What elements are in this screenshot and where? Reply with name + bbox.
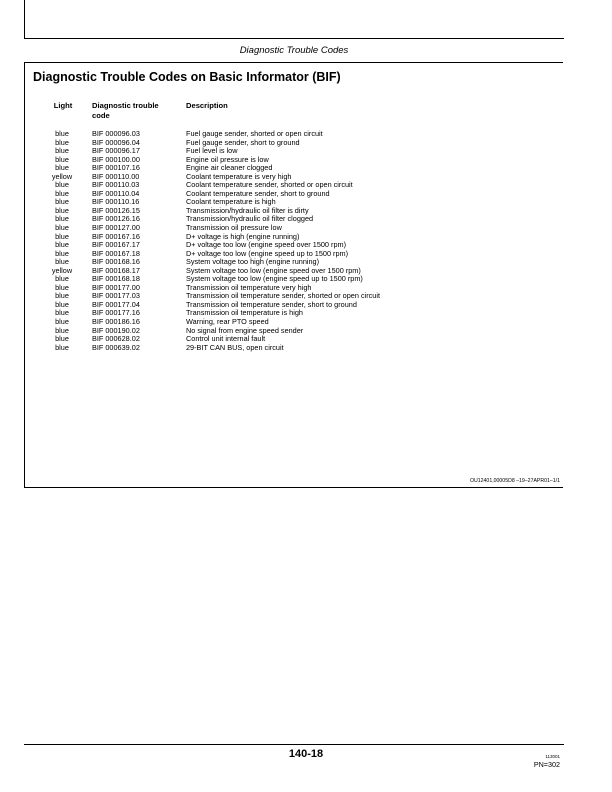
code-cell: BIF 000177.04 bbox=[92, 299, 140, 309]
code-cell: BIF 000167.18 bbox=[92, 248, 140, 258]
description-cell: Control unit internal fault bbox=[186, 334, 266, 344]
code-cell: BIF 000107.16 bbox=[92, 163, 140, 173]
description-cell: Fuel gauge sender, shorted or open circuit bbox=[186, 129, 323, 138]
light-cell: yellow bbox=[51, 265, 73, 275]
light-cell: blue bbox=[55, 282, 69, 292]
light-cell: blue bbox=[55, 129, 69, 138]
description-cell: D+ voltage too low (engine speed up to 1500 rpm) bbox=[186, 248, 349, 258]
header-rule-vertical bbox=[24, 0, 25, 38]
description-cell: Coolant temperature sender, short to ground bbox=[186, 188, 330, 198]
code-cell: BIF 000167.17 bbox=[92, 240, 140, 250]
description-cell: Transmission oil pressure low bbox=[186, 223, 282, 233]
code-cell: BIF 000110.03 bbox=[92, 180, 140, 190]
description-cell: Transmission oil temperature sender, short to ground bbox=[186, 299, 357, 309]
light-cell: blue bbox=[55, 291, 69, 301]
description-cell: Coolant temperature is high bbox=[186, 197, 276, 207]
light-cell: blue bbox=[55, 205, 69, 215]
column-header-description: Description bbox=[186, 101, 228, 110]
light-cell: blue bbox=[55, 248, 69, 258]
description-cell: System voltage too low (engine speed over 1500 rpm) bbox=[186, 265, 361, 275]
running-header: Diagnostic Trouble Codes bbox=[239, 45, 349, 56]
light-cell: blue bbox=[55, 308, 69, 318]
light-cell: blue bbox=[55, 223, 69, 233]
description-cell: D+ voltage is high (engine running) bbox=[186, 231, 300, 241]
code-cell: BIF 000167.16 bbox=[92, 231, 140, 241]
description-cell: System voltage too low (engine speed up to 1500 rpm) bbox=[186, 274, 363, 284]
description-cell: Transmission oil temperature very high bbox=[186, 282, 312, 292]
description-cell: Transmission oil temperature sender, shorted or open circuit bbox=[186, 291, 380, 301]
description-cell: Fuel level is low bbox=[186, 146, 238, 156]
date-code: 113001 bbox=[545, 754, 560, 759]
column-header-code-line2: code bbox=[92, 111, 110, 120]
column-header-light: Light bbox=[53, 101, 73, 110]
light-cell: blue bbox=[55, 257, 69, 267]
description-cell: System voltage too high (engine running) bbox=[186, 257, 320, 267]
light-cell: blue bbox=[55, 146, 69, 156]
column-header-code bbox=[92, 101, 176, 121]
description-cell: Transmission/hydraulic oil filter clogged bbox=[186, 214, 314, 224]
light-cell: blue bbox=[55, 197, 69, 207]
description-cell: No signal from engine speed sender bbox=[186, 325, 304, 335]
light-cell: blue bbox=[55, 342, 69, 352]
code-cell: BIF 000628.02 bbox=[92, 334, 140, 344]
description-cell: 29-BIT CAN BUS, open circuit bbox=[186, 342, 284, 352]
code-cell: BIF 000096.03 bbox=[92, 129, 140, 138]
code-cell: BIF 000110.04 bbox=[92, 188, 140, 198]
light-cell: blue bbox=[55, 240, 69, 250]
section-title: Diagnostic Trouble Codes on Basic Informator (BIF) bbox=[33, 70, 341, 84]
description-cell: Coolant temperature is very high bbox=[186, 171, 292, 181]
code-cell: BIF 000096.17 bbox=[92, 146, 140, 156]
light-cell: blue bbox=[55, 317, 69, 327]
pn-number: PN=302 bbox=[533, 760, 560, 769]
code-cell: BIF 000168.18 bbox=[92, 274, 140, 284]
description-cell: Transmission/hydraulic oil filter is dirty bbox=[186, 205, 309, 215]
code-cell: BIF 000110.00 bbox=[92, 171, 140, 181]
code-cell: BIF 000186.16 bbox=[92, 317, 140, 327]
code-cell: BIF 000127.00 bbox=[92, 223, 140, 233]
code-cell: BIF 000177.00 bbox=[92, 282, 140, 292]
code-cell: BIF 000639.02 bbox=[92, 342, 140, 352]
light-cell: blue bbox=[55, 154, 69, 164]
header-rule bbox=[24, 38, 564, 39]
code-cell: BIF 000126.15 bbox=[92, 205, 140, 215]
table-row bbox=[0, 344, 612, 353]
light-cell: blue bbox=[55, 231, 69, 241]
code-cell: BIF 000100.00 bbox=[92, 154, 140, 164]
description-cell: Engine air cleaner clogged bbox=[186, 163, 273, 173]
code-cell: BIF 000096.04 bbox=[92, 137, 140, 147]
code-cell: BIF 000177.03 bbox=[92, 291, 140, 301]
description-cell: Engine oil pressure is low bbox=[186, 154, 269, 164]
code-cell: BIF 000190.02 bbox=[92, 325, 140, 335]
light-cell: blue bbox=[55, 325, 69, 335]
page-number: 140-18 bbox=[288, 748, 324, 760]
description-cell: D+ voltage too low (engine speed over 1500 rpm) bbox=[186, 240, 347, 250]
trouble-code-table bbox=[0, 130, 612, 352]
code-cell: BIF 000168.17 bbox=[92, 265, 140, 275]
light-cell: blue bbox=[55, 137, 69, 147]
light-cell: blue bbox=[55, 214, 69, 224]
light-cell: blue bbox=[55, 163, 69, 173]
light-cell: blue bbox=[55, 188, 69, 198]
description-cell: Fuel gauge sender, short to ground bbox=[186, 137, 300, 147]
code-cell: BIF 000110.16 bbox=[92, 197, 140, 207]
light-cell: blue bbox=[55, 180, 69, 190]
light-cell: blue bbox=[55, 299, 69, 309]
description-cell: Warning, rear PTO speed bbox=[186, 317, 269, 327]
column-header-code-line1: Diagnostic trouble bbox=[92, 101, 159, 110]
light-cell: blue bbox=[55, 334, 69, 344]
light-cell: yellow bbox=[51, 171, 73, 181]
description-cell: Coolant temperature sender, shorted or open circuit bbox=[186, 180, 353, 190]
code-cell: BIF 000126.16 bbox=[92, 214, 140, 224]
footer-rule bbox=[24, 744, 564, 745]
light-cell: blue bbox=[55, 274, 69, 284]
reference-code: OU12401,00005D8 –19–27APR01–1/1 bbox=[470, 478, 560, 484]
code-cell: BIF 000177.16 bbox=[92, 308, 140, 318]
code-cell: BIF 000168.16 bbox=[92, 257, 140, 267]
description-cell: Transmission oil temperature is high bbox=[186, 308, 303, 318]
